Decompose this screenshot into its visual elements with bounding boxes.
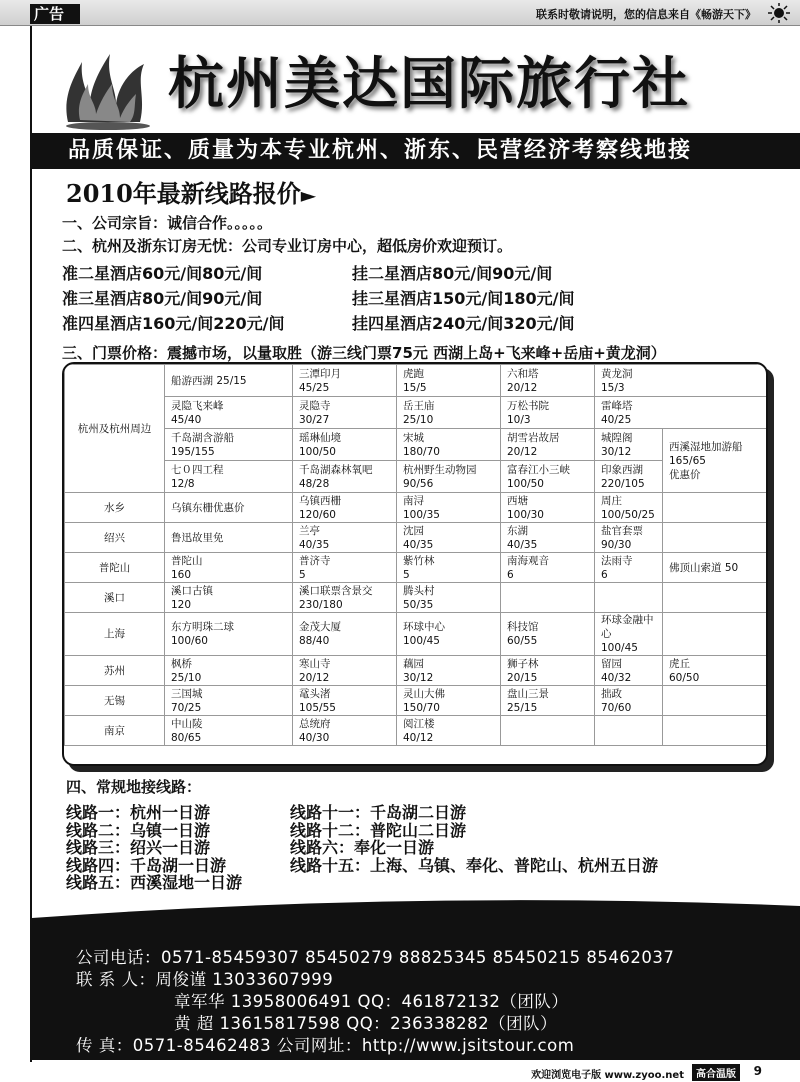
table-row <box>65 553 767 583</box>
table-row <box>65 493 767 523</box>
e-edition-note: 欢迎浏览电子版 www.zyoo.net <box>531 1070 684 1081</box>
price-title <box>66 174 316 209</box>
table-cell: 船游西湖 25/15 <box>165 365 293 397</box>
table-cell: 周庄 100/50/25 <box>595 493 663 523</box>
table-cell: 留园 40/32 <box>595 656 663 686</box>
table-cell: 兰亭 40/35 <box>293 523 397 553</box>
table-cell: 鼋头渚 105/55 <box>293 686 397 716</box>
table-cell: 虎跑 15/5 <box>397 365 501 397</box>
table-cell: 总统府 40/30 <box>293 716 397 746</box>
table-cell: 瑶琳仙境 100/50 <box>293 429 397 461</box>
table-cell: 东湖 40/35 <box>501 523 595 553</box>
price-title-text: 2010年最新线路报价 <box>66 179 301 208</box>
table-cell: 西塘 100/30 <box>501 493 595 523</box>
table-cell: 西溪湿地加游船 165/65 优惠价 <box>663 429 767 493</box>
table-cell: 黄龙洞 15/3 <box>595 365 767 397</box>
table-row <box>65 656 767 686</box>
table-cell <box>663 523 767 553</box>
flame-logo-icon <box>60 42 156 132</box>
region-cell: 无锡 <box>65 686 165 716</box>
edition-badge: 高合温版 <box>692 1064 740 1081</box>
table-cell <box>663 613 767 656</box>
hotel-price-left-2: 准三星酒店80元/间90元/间 <box>62 289 263 308</box>
region-cell: 普陀山 <box>65 553 165 583</box>
table-cell: 乌镇西栅 120/60 <box>293 493 397 523</box>
table-cell: 三国城 70/25 <box>165 686 293 716</box>
table-cell: 溪口古镇 120 <box>165 583 293 613</box>
table-cell: 鲁迅故里免 <box>165 523 293 553</box>
list-item: 线路十五：上海、乌镇、奉化、普陀山、杭州五日游 <box>290 855 659 875</box>
top-banner <box>0 0 800 26</box>
table-cell: 灵隐飞来峰 45/40 <box>165 397 293 429</box>
list-item: 线路四：千岛湖一日游 <box>66 855 227 875</box>
table-cell: 狮子林 20/15 <box>501 656 595 686</box>
table-cell: 印象西湖 220/105 <box>595 461 663 493</box>
table-cell: 寒山寺 20/12 <box>293 656 397 686</box>
table-cell: 南浔 100/35 <box>397 493 501 523</box>
table-row <box>65 613 767 656</box>
section-2: 二、杭州及浙东订房无忧：公司专业订房中心，超低房价欢迎预订。 <box>62 237 513 255</box>
table-cell <box>595 583 663 613</box>
table-cell <box>663 686 767 716</box>
table-cell: 普济寺 5 <box>293 553 397 583</box>
hotel-price-right-1: 挂二星酒店80元/间90元/间 <box>352 264 553 283</box>
region-cell: 南京 <box>65 716 165 746</box>
table-cell: 乌镇东栅优惠价 <box>165 493 293 523</box>
table-cell: 法雨寺 6 <box>595 553 663 583</box>
region-cell: 溪口 <box>65 583 165 613</box>
ticket-table <box>62 362 768 766</box>
table-row <box>65 461 767 493</box>
table-cell <box>501 583 595 613</box>
table-cell: 普陀山 160 <box>165 553 293 583</box>
table-row <box>65 365 767 397</box>
ad-tag: 广告 <box>30 4 80 24</box>
region-cell: 绍兴 <box>65 523 165 553</box>
list-item: 线路二：乌镇一日游 <box>66 820 211 840</box>
table-cell: 枫桥 25/10 <box>165 656 293 686</box>
list-item: 线路一：杭州一日游 <box>66 803 211 822</box>
table-cell: 富春江小三峡 100/50 <box>501 461 595 493</box>
table-cell: 三潭印月 45/25 <box>293 365 397 397</box>
table-cell: 南海观音 6 <box>501 553 595 583</box>
table-cell: 城隍阁 30/12 <box>595 429 663 461</box>
hotel-price-left-3: 准四星酒店160元/间220元/间 <box>62 314 285 333</box>
table-cell: 金茂大厦 88/40 <box>293 613 397 656</box>
section-3: 三、门票价格：震撼市场，以量取胜（游三线门票75元 西湖上岛+飞来峰+岳庙+黄龙洞） <box>62 344 666 362</box>
contact-person-1: 联 系 人：周俊谨 13033607999 <box>76 970 334 989</box>
sun-icon <box>766 3 792 23</box>
table-cell <box>663 716 767 746</box>
table-cell: 宋城 180/70 <box>397 429 501 461</box>
table-cell: 阅江楼 40/12 <box>397 716 501 746</box>
table-cell: 东方明珠二球 100/60 <box>165 613 293 656</box>
table-cell: 虎丘 60/50 <box>663 656 767 686</box>
table-row <box>65 583 767 613</box>
page-number: 9 <box>753 1064 762 1078</box>
table-cell: 中山陵 80/65 <box>165 716 293 746</box>
section-1: 一、公司宗旨：诚信合作。。。。。 <box>62 214 273 232</box>
table-row <box>65 429 767 461</box>
region-cell: 杭州及杭州周边 <box>65 365 165 493</box>
fax-and-website: 传 真：0571-85462483 公司网址：http://www.jsitstour.com <box>76 1036 575 1055</box>
table-cell: 藕园 30/12 <box>397 656 501 686</box>
table-cell: 雷峰塔 40/25 <box>595 397 767 429</box>
table-cell: 溪口联票含景交 230/180 <box>293 583 397 613</box>
table-cell: 盘山三景 25/15 <box>501 686 595 716</box>
list-item: 线路六：奉化一日游 <box>290 838 435 857</box>
table-cell <box>595 716 663 746</box>
list-item: 线路十二：普陀山二日游 <box>290 820 467 840</box>
table-cell: 万松书院 10/3 <box>501 397 595 429</box>
table-cell <box>663 493 767 523</box>
company-phone: 公司电话：0571-85459307 85450279 88825345 85450215 85462037 <box>76 948 675 967</box>
contact-panel <box>32 930 800 1060</box>
list-item: 线路十一：千岛湖二日游 <box>290 803 467 822</box>
table-cell: 佛顶山索道 50 <box>663 553 767 583</box>
company-name: 杭州美达国际旅行社 <box>168 51 690 117</box>
table-cell: 盐官套票 90/30 <box>595 523 663 553</box>
hotel-price-right-3: 挂四星酒店240元/间320元/间 <box>352 314 575 333</box>
table-cell: 千岛湖森林氧吧 48/28 <box>293 461 397 493</box>
region-cell: 上海 <box>65 613 165 656</box>
routes-right-list <box>290 804 658 874</box>
table-cell: 岳王庙 25/10 <box>397 397 501 429</box>
table-cell: 科技馆 60/55 <box>501 613 595 656</box>
region-cell: 水乡 <box>65 493 165 523</box>
arrow-right-icon: ► <box>300 183 317 207</box>
source-note: 联系时敬请说明，您的信息来自《畅游天下》 <box>536 8 756 21</box>
table-cell: 胡雪岩故居 20/12 <box>501 429 595 461</box>
contact-person-3: 黄 超 13615817598 QQ：236338282（团队） <box>174 1014 558 1033</box>
table-cell: 灵山大佛 150/70 <box>397 686 501 716</box>
list-item: 线路五：西溪湿地一日游 <box>66 873 243 892</box>
table-cell: 千岛湖含游船 195/155 <box>165 429 293 461</box>
table-cell: 腾头村 50/35 <box>397 583 501 613</box>
table-cell: 沈园 40/35 <box>397 523 501 553</box>
hotel-price-right-2: 挂三星酒店150元/间180元/间 <box>352 289 575 308</box>
table-cell: 拙政 70/60 <box>595 686 663 716</box>
section-4: 四、常规地接线路： <box>66 778 202 796</box>
table-cell: 杭州野生动物园 90/56 <box>397 461 501 493</box>
table-cell <box>663 583 767 613</box>
contact-person-2: 章军华 13958006491 QQ：461872132（团队） <box>174 992 569 1011</box>
table-cell: 环球金融中心 100/45 <box>595 613 663 656</box>
region-cell: 苏州 <box>65 656 165 686</box>
table-cell <box>501 716 595 746</box>
table-row <box>65 397 767 429</box>
table-row <box>65 686 767 716</box>
region-rows <box>65 493 767 746</box>
table-cell: 六和塔 20/12 <box>501 365 595 397</box>
table-cell: 七０四工程 12/8 <box>165 461 293 493</box>
table-cell: 紫竹林 5 <box>397 553 501 583</box>
table-cell: 环球中心 100/45 <box>397 613 501 656</box>
table-row <box>65 523 767 553</box>
table-row <box>65 716 767 746</box>
list-item: 线路三：绍兴一日游 <box>66 838 211 857</box>
table-cell: 灵隐寺 30/27 <box>293 397 397 429</box>
routes-left-list <box>66 804 242 892</box>
hotel-price-left-1: 准二星酒店60元/间80元/间 <box>62 264 263 283</box>
slogan-bar: 品质保证、质量为本专业杭州、浙东、民营经济考察线地接 <box>32 133 800 169</box>
